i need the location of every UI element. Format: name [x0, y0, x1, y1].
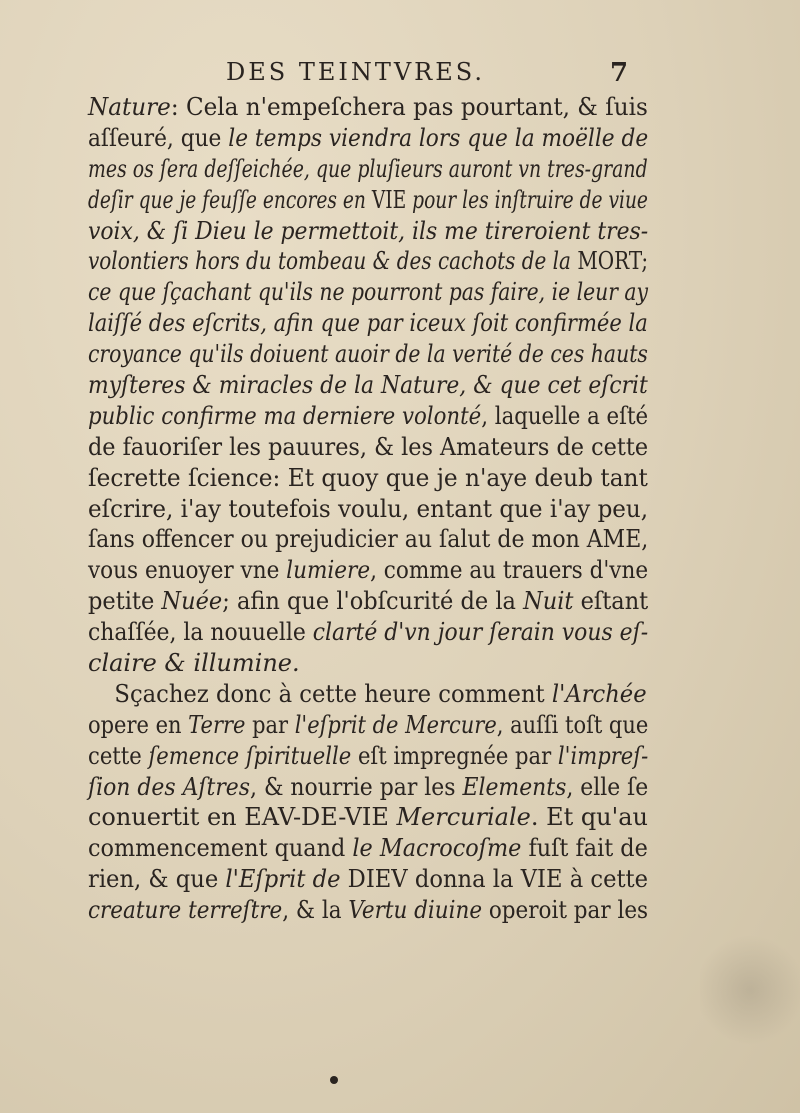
roman-segment: aſſeuré, que — [88, 123, 229, 152]
italic-segment: creature terreſtre — [88, 896, 283, 925]
ink-dot — [330, 1076, 338, 1084]
italic-segment: ſion des Aſtres — [88, 772, 251, 801]
text-line — [88, 494, 649, 525]
italic-segment: voix, & ſi Dieu le permettoit, ils me tireroient tres- — [88, 216, 649, 245]
text-line — [88, 679, 647, 710]
text-line — [88, 463, 648, 494]
italic-segment: l'impreſ- — [557, 741, 649, 770]
text-line — [88, 432, 649, 463]
roman-segment: DIEV donna la VIE à cette — [340, 865, 649, 894]
roman-segment: petite — [88, 587, 162, 616]
roman-segment: eſcrire, i'ay toutefois voulu, entant que i'ay peu, — [88, 494, 649, 523]
roman-segment: , & la — [282, 896, 349, 925]
text-line — [88, 772, 649, 803]
body-text — [88, 92, 648, 926]
roman-segment: par — [245, 710, 295, 739]
text-line — [88, 123, 649, 154]
italic-segment: lumiere — [286, 556, 371, 585]
italic-segment: Nuée — [161, 587, 223, 616]
roman-segment: cette — [88, 741, 149, 770]
text-line — [88, 648, 648, 679]
text-line — [88, 802, 647, 833]
text-line — [88, 370, 648, 401]
roman-segment: eſt impregnée par — [351, 741, 558, 770]
text-line — [88, 524, 649, 555]
italic-segment: mes os ſera deſſeichée, que pluſieurs auront vn tres-grand — [88, 154, 648, 183]
italic-segment: le Macrocoſme — [352, 834, 522, 863]
italic-segment: laiſſé des eſcrits, afin que par iceux ſoit confirmée la — [88, 309, 648, 338]
text-line — [88, 895, 649, 926]
italic-segment: volontiers hors du tombeau & des cachots de la — [88, 247, 578, 276]
roman-segment: chaſſée, la nouuelle — [88, 618, 313, 647]
italic-segment: Terre — [188, 710, 246, 739]
italic-segment: Nuit — [523, 587, 574, 616]
text-line — [88, 833, 648, 864]
roman-segment: VIE — [371, 185, 407, 214]
italic-segment: l'Archée — [551, 679, 647, 708]
text-line — [88, 586, 649, 617]
text-line — [88, 277, 648, 308]
roman-segment: eſtant — [573, 587, 649, 616]
italic-segment: croyance qu'ils doiuent auoir de la verité de ces hauts — [88, 340, 648, 369]
text-line — [88, 864, 649, 895]
roman-segment: , & nourrie par les — [250, 772, 463, 801]
roman-segment: opere en — [88, 710, 189, 739]
text-line — [88, 185, 648, 216]
italic-segment: claire & illumine. — [88, 649, 300, 678]
roman-segment: vous enuoyer vne — [88, 556, 287, 585]
italic-segment: Mercuriale — [396, 803, 531, 832]
text-line — [88, 246, 649, 277]
roman-segment: rien, & que — [88, 865, 226, 894]
running-head: DES TEINTVRES. — [226, 58, 485, 86]
roman-segment: commencement quand — [88, 834, 353, 863]
roman-segment: , laquelle a eſté — [481, 401, 649, 430]
italic-segment: ce que ſçachant qu'ils ne pourront pas faire, ie leur ay — [88, 278, 648, 307]
text-line — [88, 401, 649, 432]
text-line — [88, 555, 649, 586]
text-line — [88, 216, 649, 247]
roman-segment: ſans offencer ou prejudicier au ſalut de mon AME, — [88, 525, 649, 554]
roman-segment: , elle ſe — [566, 772, 649, 801]
text-line — [88, 710, 649, 741]
italic-segment: Nature — [88, 93, 171, 121]
page-number: 7 — [610, 58, 629, 88]
text-line — [88, 741, 649, 772]
text-line — [88, 339, 648, 370]
roman-segment: ; afin que l'obſcurité de la — [222, 587, 524, 616]
italic-segment: deſir que je feuſſe encores en — [88, 185, 372, 214]
roman-segment: ſecrette ſcience: Et quoy que je n'aye deub tant — [88, 463, 648, 492]
italic-segment: myſteres & miracles de la Nature, & que cet eſcrit — [88, 371, 648, 400]
roman-segment: Sçachez donc à cette heure comment — [114, 679, 552, 708]
roman-segment: : Cela n'empeſchera pas pourtant, & ſuis — [170, 93, 648, 121]
roman-segment: , auſſi toſt que — [496, 710, 649, 739]
roman-segment: fuſt fait de — [521, 834, 648, 863]
roman-segment: , comme au trauers d'vne — [370, 556, 649, 585]
italic-segment: public confirme ma derniere volonté — [88, 401, 482, 430]
italic-segment: l'Eſprit de — [225, 865, 341, 894]
italic-segment: Elements — [462, 772, 567, 801]
text-line — [88, 617, 649, 648]
paper-stain — [700, 930, 800, 1050]
roman-segment: . Et qu'au — [530, 803, 648, 832]
roman-segment: conuertit en EAV-DE-VIE — [88, 803, 397, 832]
text-line — [88, 92, 648, 123]
italic-segment: Vertu diuine — [348, 896, 483, 925]
italic-segment: pour les inſtruire de viue — [406, 185, 648, 214]
roman-segment: MORT; — [577, 247, 649, 276]
roman-segment: operoit par les — [482, 896, 649, 925]
italic-segment: ſemence ſpirituelle — [148, 741, 352, 770]
italic-segment: l'eſprit de Mercure — [294, 710, 497, 739]
text-line — [88, 308, 648, 339]
italic-segment: le temps viendra lors que la moëlle de — [228, 123, 649, 152]
roman-segment: de fauoriſer les pauures, & les Amateurs de cette — [88, 432, 649, 461]
text-line — [88, 154, 648, 185]
italic-segment: clarté d'vn jour ſerain vous eſ- — [312, 618, 649, 647]
